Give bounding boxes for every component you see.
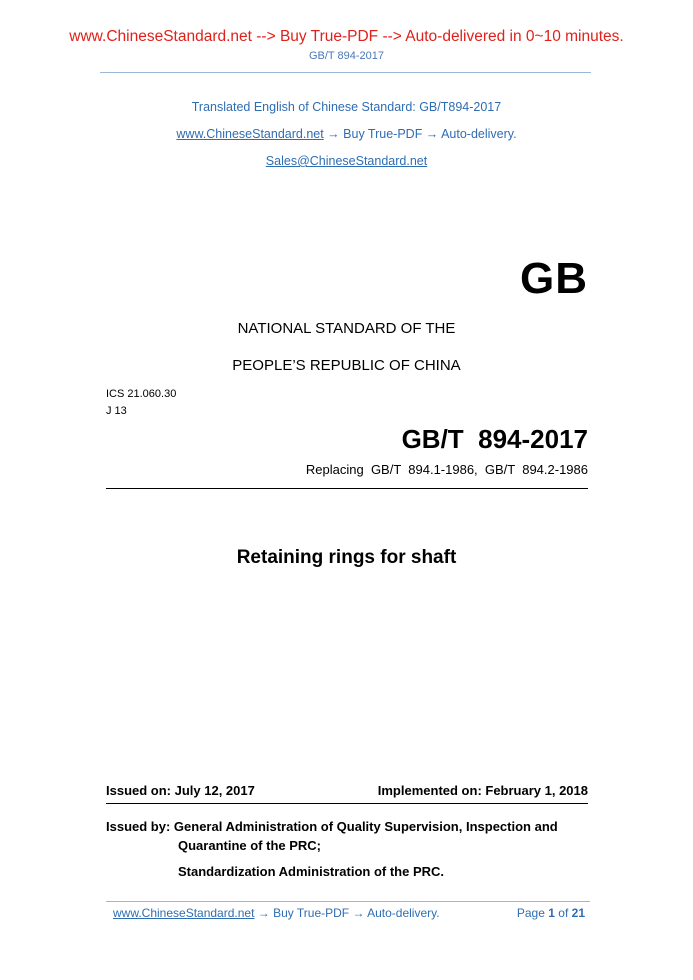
translation-note: Translated English of Chinese Standard: GB/T894-2017 (191, 100, 502, 114)
page-label: Page (516, 906, 545, 920)
replacing-note: Replacing GB/T 894.1-1986, GB/T 894.2-1986 (305, 462, 588, 477)
footer-site-link[interactable]: www.ChineseStandard.net (113, 906, 255, 920)
national-standard-line1: NATIONAL STANDARD OF THE (237, 320, 456, 337)
top-banner[interactable]: www.ChineseStandard.net --> Buy True-PDF --> Auto-delivered in 0~10 minutes. (69, 28, 624, 45)
footer-purchase (113, 906, 440, 920)
issued-by-second: Standardization Administration of the PRC. (178, 864, 445, 879)
page-number: 1 (548, 906, 555, 920)
footer-purchase-suffix: → Buy True-PDF → Auto-delivery. (254, 906, 440, 920)
issued-by-line2: Quarantine of the PRC; (178, 838, 322, 853)
purchase-suffix: → Buy True-PDF → Auto-delivery. (323, 127, 517, 141)
page-total: 21 (571, 906, 585, 920)
document-title: Retaining rings for shaft (236, 547, 457, 568)
issued-by-line1: Issued by: General Administration of Quality Supervision, Inspection and (106, 819, 558, 834)
purchase-line (0, 127, 693, 141)
page-indicator (517, 906, 585, 920)
header-standard-code: GB/T 894-2017 (308, 50, 384, 62)
standard-number: GB/T 894-2017 (401, 424, 588, 454)
email-link[interactable]: Sales@ChineseStandard.net (265, 154, 428, 168)
issued-by (106, 817, 590, 855)
gb-logo: GB (520, 254, 588, 303)
site-link[interactable]: www.ChineseStandard.net (176, 127, 324, 141)
dates-divider (106, 803, 588, 804)
j-code: J 13 (106, 405, 127, 417)
of-label: of (558, 906, 569, 920)
footer-divider (106, 901, 590, 902)
issued-on: Issued on: July 12, 2017 (106, 783, 255, 798)
header-divider (100, 72, 591, 73)
email-line (0, 154, 693, 168)
national-standard-line2: PEOPLE’S REPUBLIC OF CHINA (232, 357, 461, 374)
implemented-on: Implemented on: February 1, 2018 (377, 783, 588, 798)
ics-code: ICS 21.060.30 (106, 388, 177, 400)
title-divider (106, 488, 588, 489)
